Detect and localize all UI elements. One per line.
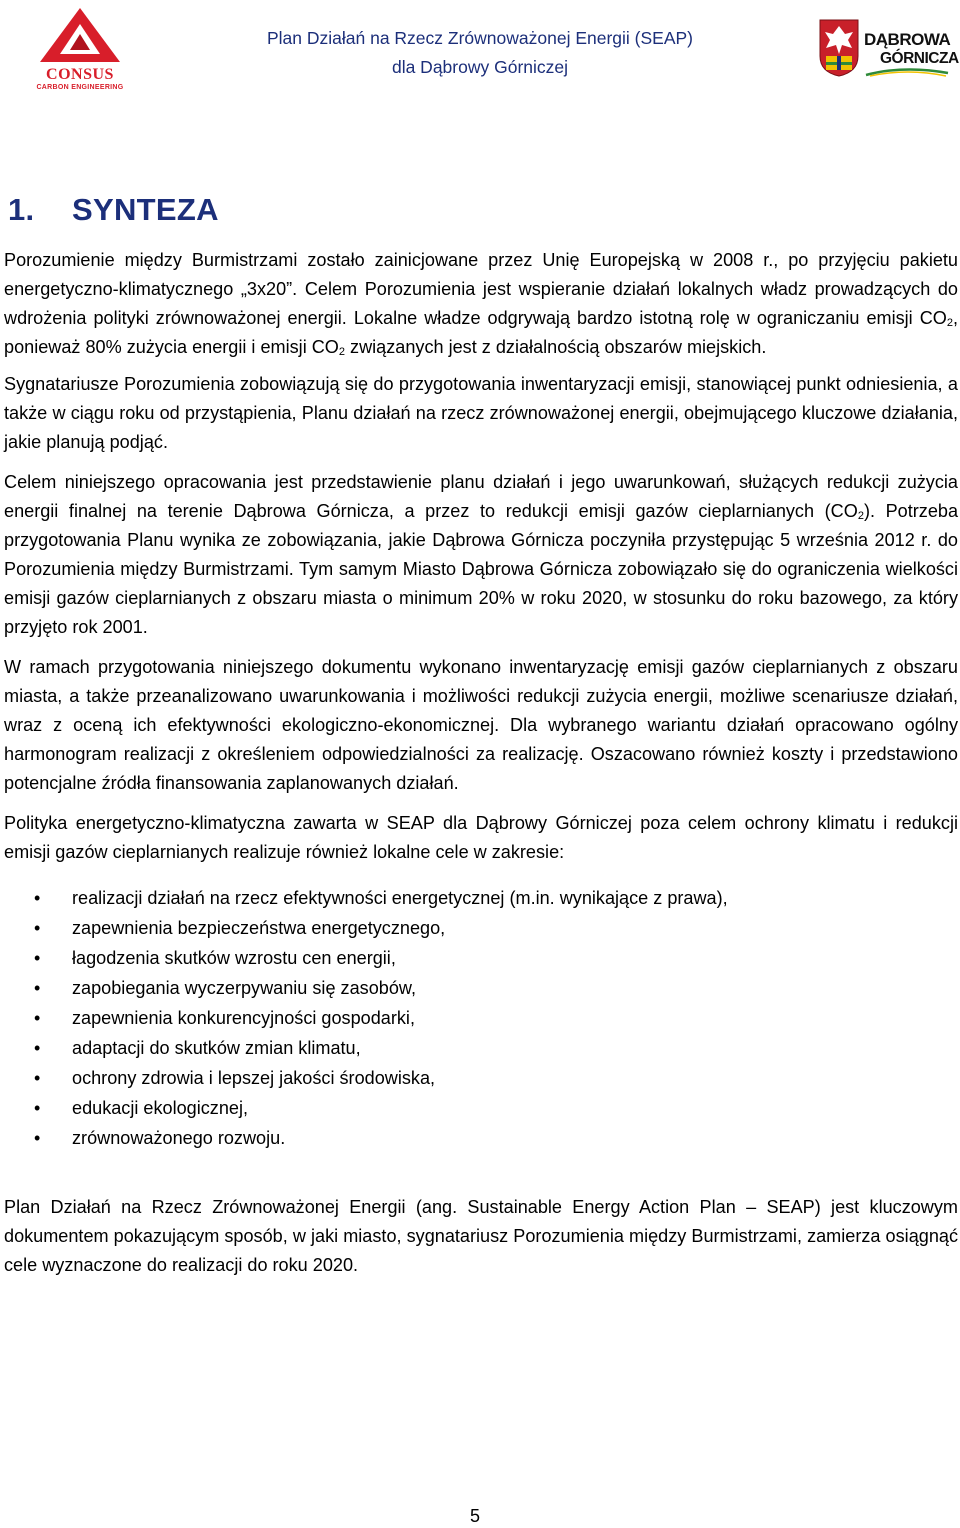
list-item bbox=[4, 973, 958, 1003]
page-number: 5 bbox=[470, 1506, 481, 1526]
co2-subscript: 2 bbox=[946, 317, 953, 329]
consus-logo bbox=[28, 6, 132, 92]
bullet-icon: • bbox=[34, 1128, 41, 1148]
list-item bbox=[4, 1123, 958, 1153]
goals-list bbox=[4, 883, 958, 1153]
consus-logo-name: CONSUS bbox=[46, 66, 114, 83]
paragraph-inventory: W ramach przygotowania niniejszego dokumentu wykonano inwentaryzację emisji gazów cieplarnianych z obszaru miasta, a także przeanalizowano uwarunkowania i możliwości redukcji zużycia energii, możliwe scenariusze działań, wraz z oceną ich efektywności ekologiczno-ekonomicznej. Dla wybranego wariantu działań opracowano ogólny harmonogram realizacji z określeniem odpowiedzialności za realizację. Oszacowano również koszty i przedstawiono potencjalne źródła finansowania zaplanowanych działań. bbox=[4, 657, 958, 793]
list-item-text: zrównoważonego rozwoju. bbox=[72, 1128, 286, 1148]
bullet-icon: • bbox=[34, 918, 41, 938]
bullet-icon: • bbox=[34, 888, 41, 908]
document-body bbox=[4, 246, 958, 1280]
header-title-line1: Plan Działań na Rzecz Zrównoważonej Energii (SEAP) bbox=[266, 28, 694, 48]
list-item-text: zapewnienia konkurencyjności gospodarki, bbox=[72, 1008, 415, 1028]
paragraph-seap-definition: Plan Działań na Rzecz Zrównoważonej Energii (ang. Sustainable Energy Action Plan – SEAP) jest kluczowym dokumentem pokazującym sposób, w jaki miasto, sygnatariusz Porozumienia między Burmistrzami, zamierza osiągnąć cele wyznaczone do realizacji do roku 2020. bbox=[4, 1197, 958, 1275]
logo-swoosh-icon bbox=[864, 67, 950, 77]
bullet-icon: • bbox=[34, 948, 41, 968]
paragraph-intro-part3: związanych jest z działalnością obszarów miejskich. bbox=[345, 337, 767, 357]
paragraph-signatories: Sygnatariusze Porozumienia zobowiązują się do przygotowania inwentaryzacji emisji, stanowiącej punkt odniesienia, a także w ciągu roku od przystąpienia, Planu działań na rzecz zrównoważonej energii, obejmującego kluczowe działania, jakie planują podjąć. bbox=[4, 374, 958, 452]
list-item-text: zapewnienia bezpieczeństwa energetycznego, bbox=[72, 918, 446, 938]
list-item-text: realizacji działań na rzecz efektywności energetycznej (m.in. wynikające z prawa), bbox=[72, 888, 728, 908]
paragraph-intro-part2: , ponieważ 80% zużycia energii i emisji CO bbox=[4, 308, 958, 357]
bullet-icon: • bbox=[34, 1008, 41, 1028]
list-item bbox=[4, 1003, 958, 1033]
bullet-icon: • bbox=[34, 978, 41, 998]
list-item bbox=[4, 943, 958, 973]
list-item-text: łagodzenia skutków wzrostu cen energii, bbox=[72, 948, 396, 968]
list-item-text: edukacji ekologicznej, bbox=[72, 1098, 249, 1118]
paragraph-purpose-part1: Celem niniejszego opracowania jest przedstawienie planu działań i jego uwarunkowań, służących redukcji zużycia energii finalnej na terenie Dąbrowa Górnicza, a przez to redukcji emisji gazów cieplarnianych (CO bbox=[4, 472, 958, 521]
paragraph-intro bbox=[4, 246, 958, 362]
section-title: SYNTEZA bbox=[72, 192, 219, 227]
list-item bbox=[4, 1033, 958, 1063]
paragraph-policy: Polityka energetyczno-klimatyczna zawarta w SEAP dla Dąbrowy Górniczej poza celem ochrony klimatu i redukcji emisji gazów cieplarnianych realizuje również lokalne cele w zakresie: bbox=[4, 813, 958, 862]
list-item-text: adaptacji do skutków zmian klimatu, bbox=[72, 1038, 361, 1058]
document-header-title bbox=[220, 24, 740, 82]
consus-triangle-icon bbox=[28, 6, 132, 64]
list-item bbox=[4, 883, 958, 913]
dabrowa-gornicza-logo bbox=[812, 18, 959, 84]
list-item-text: zapobiegania wyczerpywaniu się zasobów, bbox=[72, 978, 416, 998]
consus-logo-subtitle: CARBON ENGINEERING bbox=[36, 84, 124, 91]
section-number: 1. bbox=[8, 192, 35, 227]
paragraph-purpose bbox=[4, 468, 958, 642]
logo-word-gornicza: GÓRNICZA bbox=[880, 50, 959, 67]
list-item bbox=[4, 913, 958, 943]
city-crest-icon bbox=[818, 18, 860, 78]
bullet-icon: • bbox=[34, 1038, 41, 1058]
header-title-line2: dla Dąbrowy Górniczej bbox=[391, 57, 569, 77]
bullet-icon: • bbox=[34, 1098, 41, 1118]
paragraph-intro-part1: Porozumienie między Burmistrzami zostało zainicjowane przez Unię Europejską w 2008 r., po przyjęciu pakietu energetyczno-klimatycznego „3x20”. Celem Porozumienia jest wspieranie działań lokalnych władz prowadzących do wdrożenia polityki zrównoważonej energii. Lokalne władze odgrywają bardzo istotną rolę w ograniczaniu emisji CO bbox=[4, 250, 958, 328]
list-item bbox=[4, 1093, 958, 1123]
list-item bbox=[4, 1063, 958, 1093]
list-item-text: ochrony zdrowia i lepszej jakości środowiska, bbox=[72, 1068, 436, 1088]
section-heading bbox=[8, 192, 219, 228]
bullet-icon: • bbox=[34, 1068, 41, 1088]
co2-subscript: 2 bbox=[857, 510, 864, 522]
logo-word-dabrowa: DĄBROWA bbox=[864, 30, 951, 49]
co2-subscript: 2 bbox=[338, 346, 346, 358]
paragraph-purpose-part2: ). Potrzeba przygotowania Planu wynika ze zobowiązania, jakie Dąbrowa Górnicza poczyniła przystępując 5 września 2012 r. do Porozumienia między Burmistrzami. Tym samym Miasto Dąbrowa Górnicza zobowiązało się do ograniczenia wielkości emisji gazów cieplarnianych z obszaru miasta o minimum 20% w roku 2020, w stosunku do roku bazowego, za który przyjęto rok 2001. bbox=[4, 501, 959, 637]
